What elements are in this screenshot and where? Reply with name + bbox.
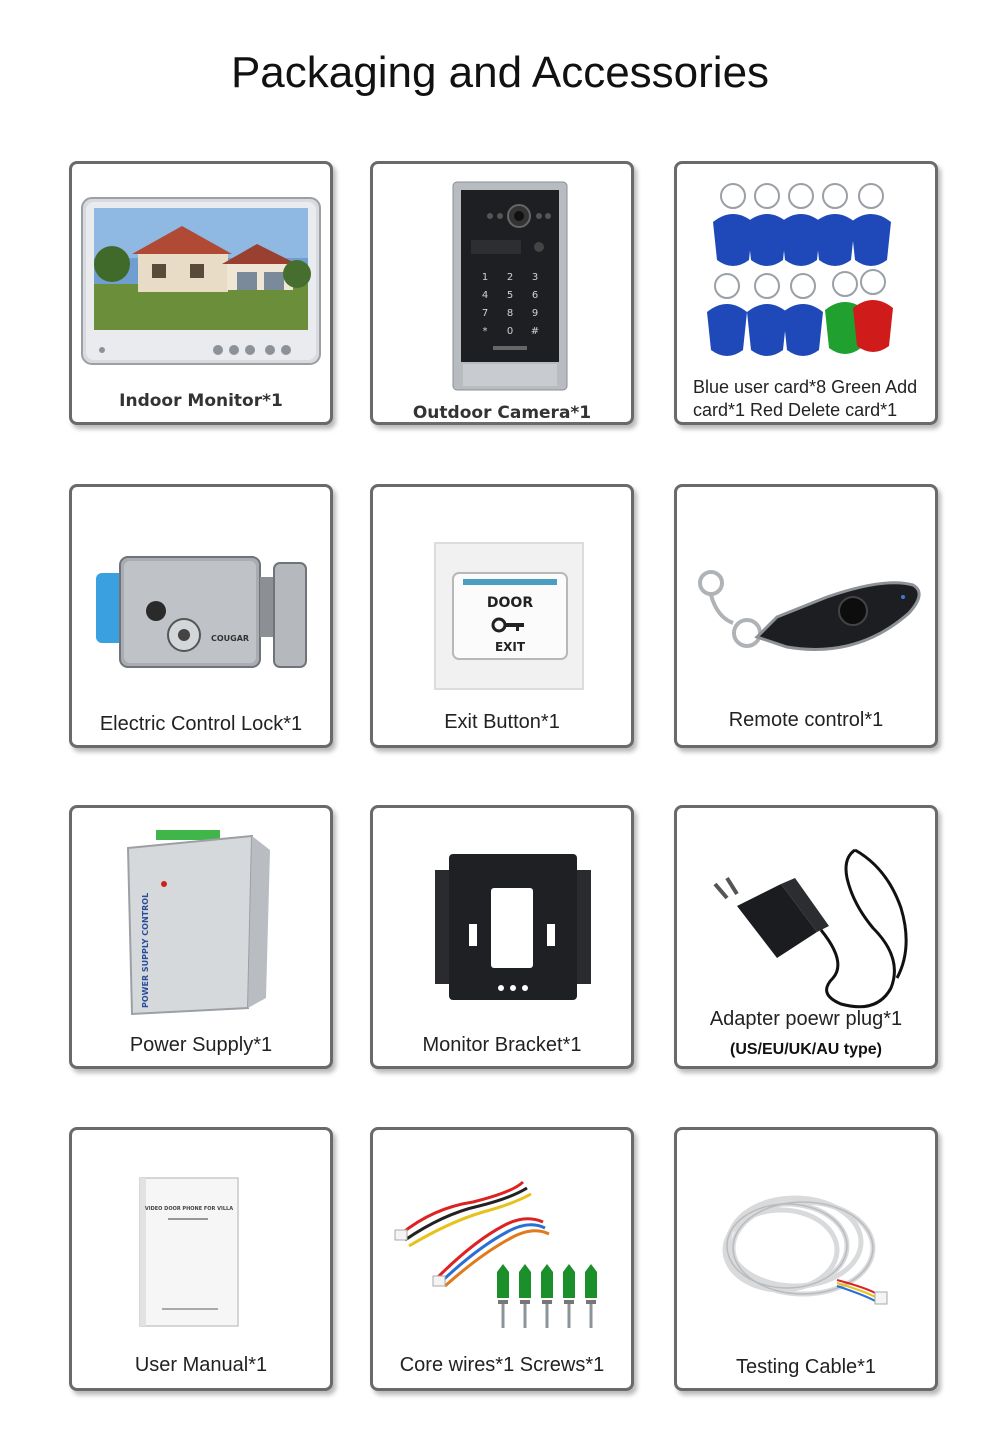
- item-label: Adapter poewr plug*1: [709, 1008, 903, 1030]
- svg-text:2: 2: [506, 272, 514, 283]
- svg-text:8: 8: [506, 308, 514, 319]
- exit-button-image: [373, 487, 631, 745]
- item-label: Electric Control Lock*1: [99, 713, 303, 735]
- item-label: Testing Cable*1: [735, 1356, 877, 1378]
- item-card-remote-control: [674, 484, 938, 748]
- exit-button-bottom-text: EXIT: [494, 640, 526, 654]
- svg-text:5: 5: [506, 290, 514, 301]
- item-label: Blue user card*8 Green Add card*1 Red Delete card*1: [693, 377, 918, 420]
- svg-text:*: *: [482, 326, 488, 337]
- svg-text:3: 3: [531, 272, 539, 283]
- remote-control-image: [677, 487, 935, 745]
- item-card-electric-lock: [69, 484, 333, 748]
- svg-text:1: 1: [481, 272, 489, 283]
- manual-title-text: VIDEO DOOR PHONE FOR VILLA: [144, 1206, 234, 1212]
- monitor-bracket-image: [373, 808, 631, 1066]
- item-card-power-supply: [69, 805, 333, 1069]
- svg-text:6: 6: [531, 290, 539, 301]
- svg-text:9: 9: [531, 308, 539, 319]
- item-card-rfid-cards: [674, 161, 938, 425]
- user-manual-image: [72, 1130, 330, 1388]
- svg-text:7: 7: [481, 308, 489, 319]
- item-card-indoor-monitor: [69, 161, 333, 425]
- page-title: Packaging and Accessories: [230, 48, 770, 97]
- item-label: Power Supply*1: [129, 1034, 273, 1056]
- item-card-testing-cable: [674, 1127, 938, 1391]
- item-label: Outdoor Camera*1: [412, 403, 592, 423]
- power-supply-image: [72, 808, 330, 1066]
- item-card-core-wires-screws: [370, 1127, 634, 1391]
- item-card-exit-button: [370, 484, 634, 748]
- electric-lock-image: [72, 487, 330, 745]
- item-label: Remote control*1: [728, 709, 884, 731]
- indoor-monitor-image: [72, 164, 330, 422]
- lock-brand: COUGAR: [210, 634, 250, 643]
- outdoor-camera-image: [373, 164, 631, 422]
- power-supply-text: POWER SUPPLY CONTROL: [141, 892, 150, 1008]
- svg-text:#: #: [530, 326, 540, 337]
- item-card-monitor-bracket: [370, 805, 634, 1069]
- item-label: Core wires*1 Screws*1: [399, 1354, 605, 1376]
- item-card-outdoor-camera: [370, 161, 634, 425]
- item-label: User Manual*1: [134, 1354, 268, 1376]
- item-label: Indoor Monitor*1: [119, 391, 283, 411]
- svg-text:0: 0: [506, 326, 514, 337]
- item-card-user-manual: [69, 1127, 333, 1391]
- exit-button-top-text: DOOR: [486, 595, 534, 611]
- testing-cable-image: [677, 1130, 935, 1388]
- core-wires-screws-image: [373, 1130, 631, 1388]
- item-sublabel: (US/EU/UK/AU type): [729, 1041, 882, 1058]
- item-label: Exit Button*1: [444, 711, 560, 733]
- svg-text:4: 4: [481, 290, 489, 301]
- item-card-adapter: [674, 805, 938, 1069]
- item-label: Monitor Bracket*1: [422, 1034, 582, 1056]
